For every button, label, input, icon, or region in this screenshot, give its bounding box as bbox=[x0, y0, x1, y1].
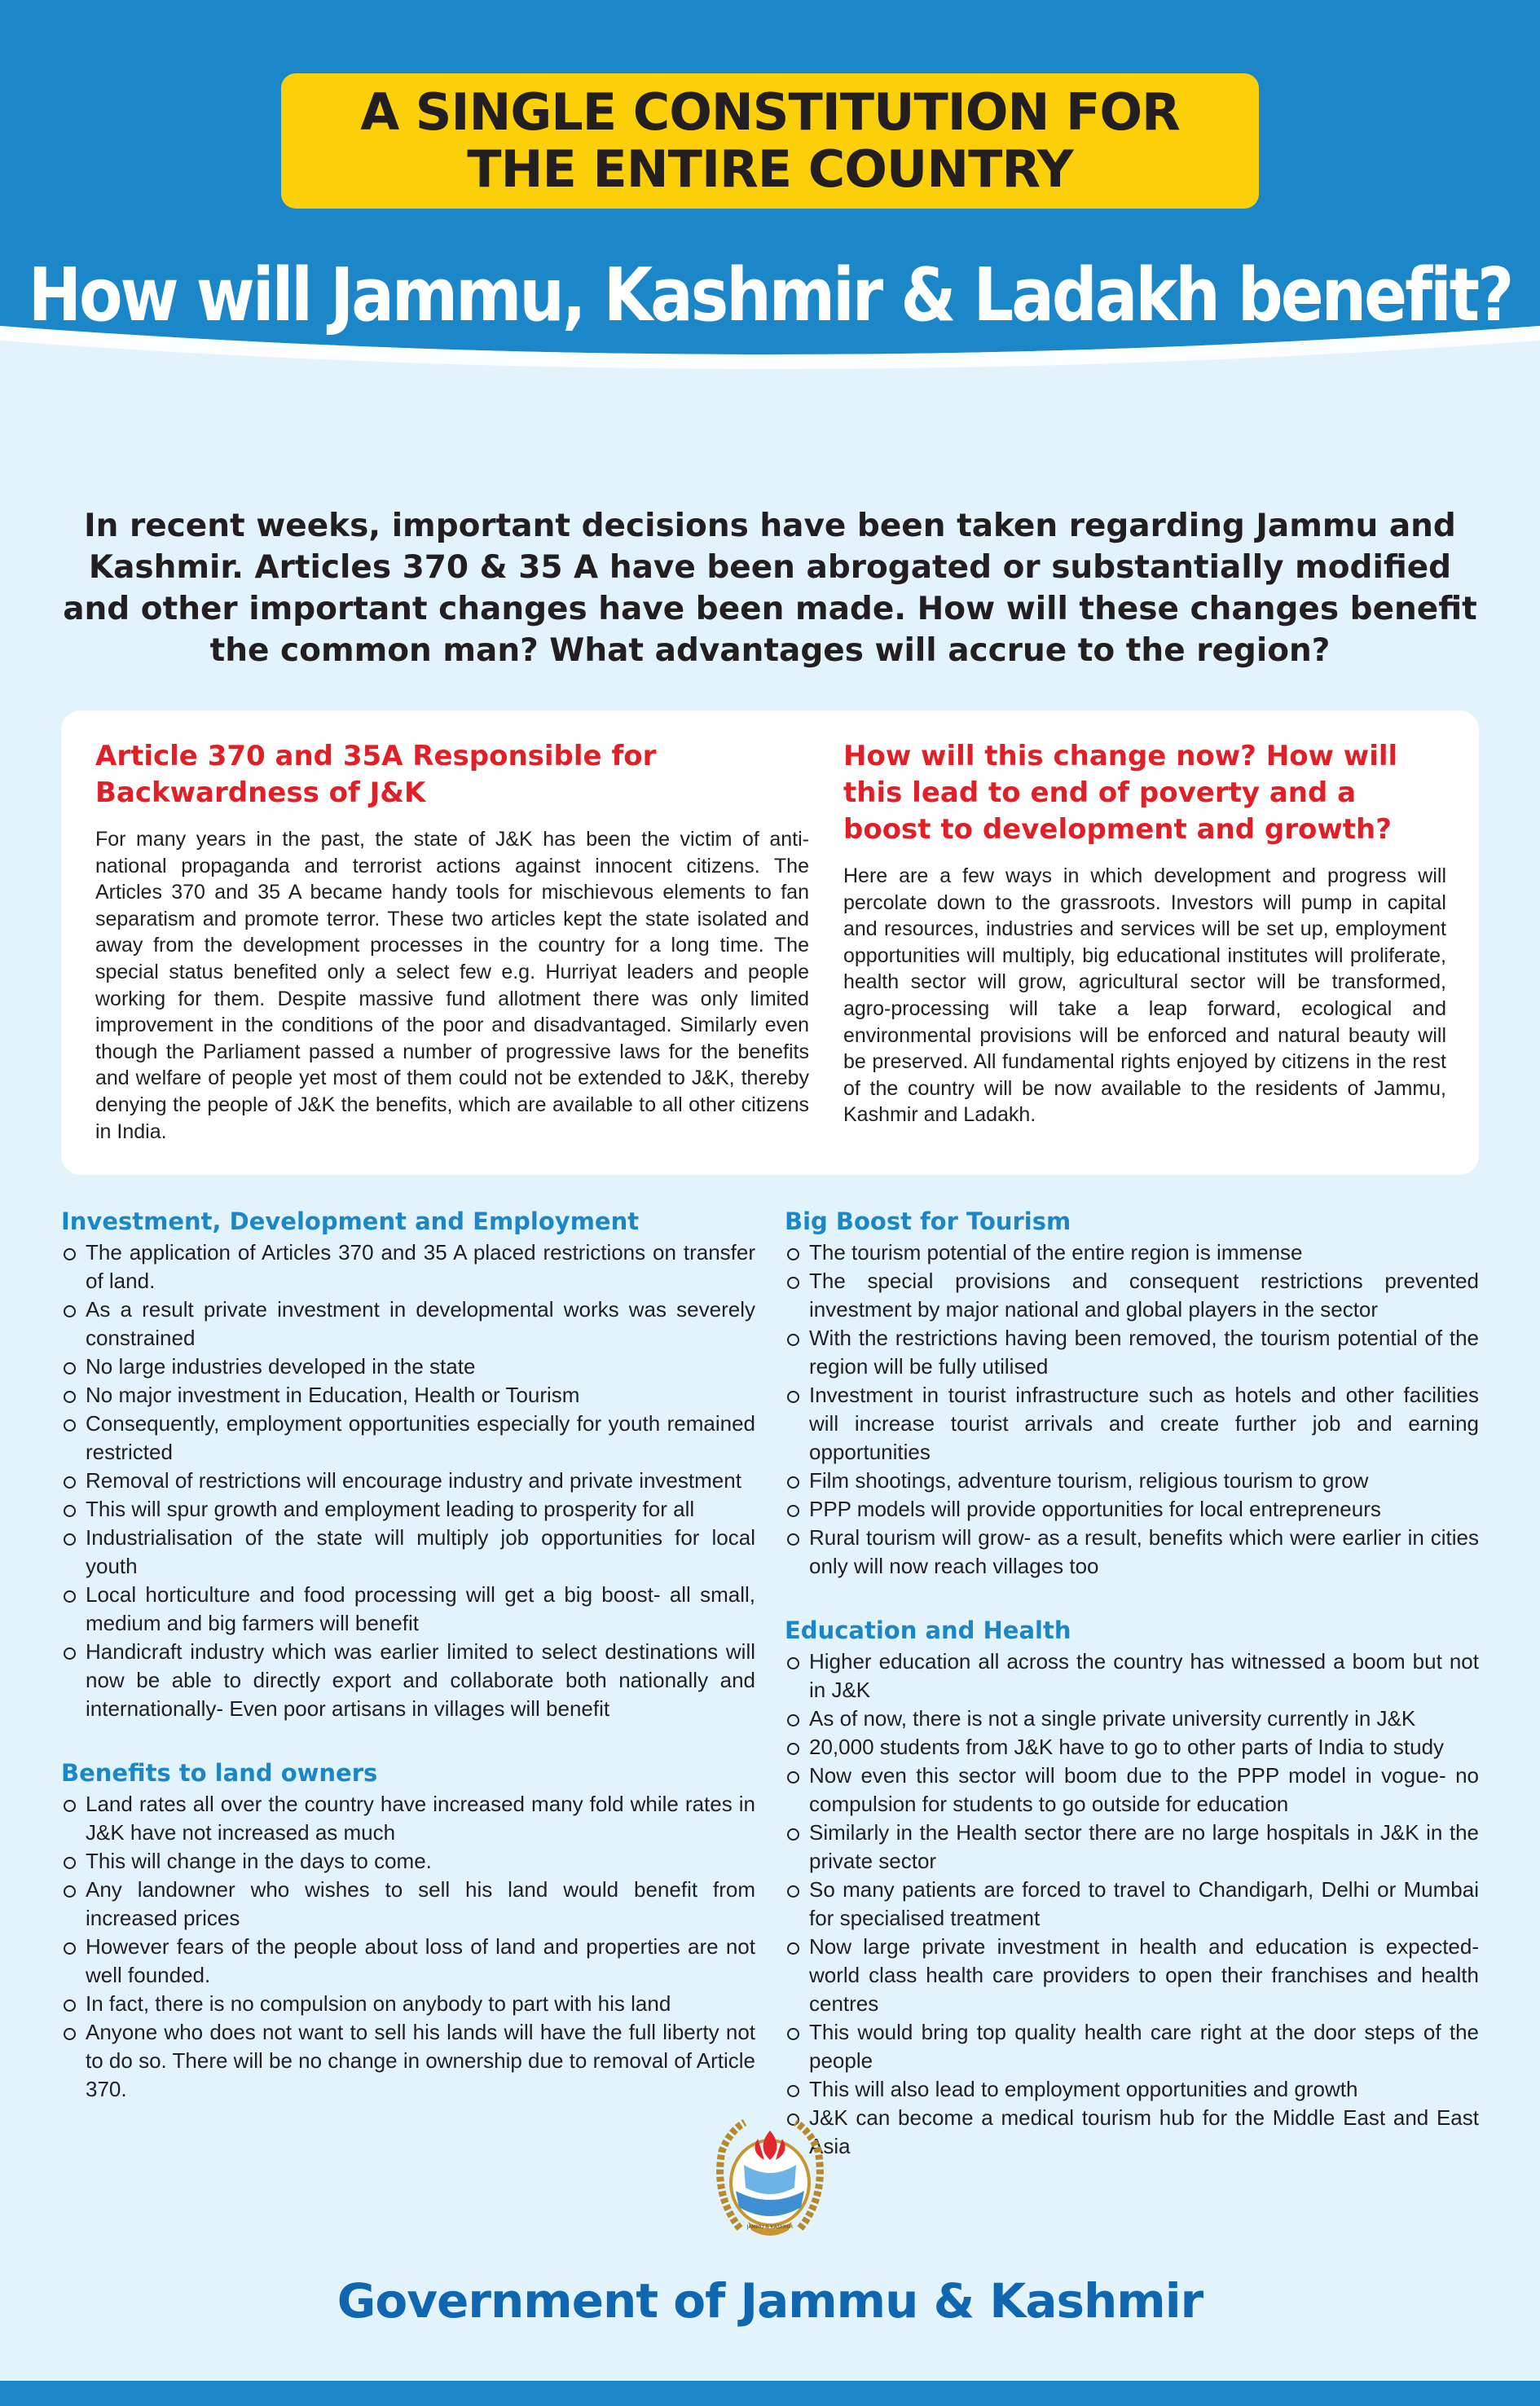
bullet-circle-icon bbox=[64, 1533, 76, 1546]
bullet-list bbox=[61, 1790, 755, 2104]
bullet-text: In fact, there is no compulsion on anybody to part with his land bbox=[86, 1991, 671, 2016]
bullet-text: Removal of restrictions will encourage industry and private investment bbox=[86, 1468, 741, 1493]
bullet-item bbox=[785, 1733, 1479, 1762]
bullet-item bbox=[785, 1495, 1479, 1524]
bullet-text: No major investment in Education, Health or Tourism bbox=[86, 1383, 580, 1407]
intro-paragraph: In recent weeks, important decisions have been taken regarding Jammu and Kashmir. Articles 370 & 35 A have been abrogated or substantially modified and other important changes have been made. How will these changes benefit the common man? What advantages will accrue to the region? bbox=[63, 508, 1477, 669]
bullet-circle-icon bbox=[787, 1714, 799, 1726]
bullet-item bbox=[785, 1467, 1479, 1495]
bullet-text: Rural tourism will grow- as a result, benefits which were earlier in cities only will now reach villages too bbox=[809, 1525, 1479, 1578]
bullet-item bbox=[61, 1847, 755, 1876]
box-right-column bbox=[843, 738, 1446, 1128]
bullet-circle-icon bbox=[64, 1647, 76, 1660]
section-land-owners bbox=[61, 1757, 755, 2104]
bullet-item bbox=[61, 1467, 755, 1495]
bullet-item bbox=[61, 1381, 755, 1410]
bullet-text: This will change in the days to come. bbox=[86, 1849, 432, 1873]
bullet-circle-icon bbox=[787, 1391, 799, 1403]
bullet-text: Investment in tourist infrastructure such as hotels and other facilities will increase tourist arrivals and create further job and earning opportunities bbox=[809, 1383, 1479, 1464]
bullet-circle-icon bbox=[64, 1391, 76, 1403]
bullet-text: However fears of the people about loss of land and properties are not well founded. bbox=[86, 1934, 755, 1987]
bullet-item bbox=[61, 1638, 755, 1723]
right-sections-column bbox=[785, 1206, 1479, 2161]
bullet-circle-icon bbox=[787, 1657, 799, 1669]
bullet-text: Film shootings, adventure tourism, religious tourism to grow bbox=[809, 1468, 1369, 1493]
bullet-item bbox=[785, 1762, 1479, 1819]
bullet-item bbox=[785, 2075, 1479, 2104]
bullet-text: Industrialisation of the state will multiply job opportunities for local youth bbox=[86, 1525, 755, 1578]
bullet-item bbox=[61, 1933, 755, 1990]
bullet-text: Anyone who does not want to sell his lands will have the full liberty not to do so. There will be no change in ownership due to removal of Article 370. bbox=[86, 2020, 755, 2101]
bullet-list bbox=[61, 1238, 755, 1723]
bullet-circle-icon bbox=[787, 1942, 799, 1955]
bullet-text: Higher education all across the country has witnessed a boom but not in J&K bbox=[809, 1649, 1479, 1702]
footer-title: Government of Jammu & Kashmir bbox=[337, 2273, 1203, 2329]
bullet-item bbox=[61, 1581, 755, 1638]
bullet-item bbox=[785, 1324, 1479, 1381]
bullet-item bbox=[785, 1933, 1479, 2018]
box-right-body: Here are a few ways in which development and progress will percolate down to the grassroots. Investors will pump in capital and resources, industries and services will be set up, employment opportunities will multiply, big educational institutes will proliferate, health sector will grow, agricultural sector will be transformed, agro-processing will take a leap forward, ecological and environmental provisions will be enforced and natural beauty will be preserved. All fundamental rights enjoyed by citizens in the rest of the country will be now available to the residents of Jammu, Kashmir and Ladakh. bbox=[843, 864, 1446, 1127]
box-right-heading: How will this change now? How will this lead to end of poverty and a boost to development and growth? bbox=[843, 740, 1398, 846]
bullet-circle-icon bbox=[64, 1305, 76, 1317]
bullet-item bbox=[61, 1353, 755, 1381]
bullet-text: Consequently, employment opportunities especially for youth remained restricted bbox=[86, 1411, 755, 1464]
bullet-item bbox=[785, 1238, 1479, 1267]
bullet-text: Now even this sector will boom due to the PPP model in vogue- no compulsion for students to go outside for education bbox=[809, 1763, 1479, 1816]
bullet-item bbox=[785, 1381, 1479, 1467]
bullet-text: PPP models will provide opportunities for local entrepreneurs bbox=[809, 1497, 1381, 1521]
bullet-text: Land rates all over the country have increased many fold while rates in J&K have not increased as much bbox=[86, 1792, 755, 1845]
section-education-health bbox=[785, 1615, 1479, 2161]
bullet-text: The application of Articles 370 and 35 A placed restrictions on transfer of land. bbox=[86, 1240, 755, 1293]
bullet-text: 20,000 students from J&K have to go to other parts of India to study bbox=[809, 1735, 1445, 1759]
section-investment bbox=[61, 1206, 755, 1723]
bullet-circle-icon bbox=[64, 1857, 76, 1869]
bullet-item bbox=[785, 1524, 1479, 1581]
bullet-list bbox=[785, 1238, 1479, 1581]
bullet-circle-icon bbox=[64, 1590, 76, 1603]
bullet-item bbox=[61, 1410, 755, 1467]
state-emblem-icon bbox=[707, 2106, 833, 2245]
bullet-item bbox=[785, 1704, 1479, 1733]
bullet-circle-icon bbox=[64, 2028, 76, 2040]
info-box bbox=[61, 710, 1479, 1175]
bullet-item bbox=[785, 1647, 1479, 1704]
section-heading: Education and Health bbox=[785, 1616, 1071, 1644]
bullet-item bbox=[61, 2018, 755, 2104]
bottom-strip bbox=[0, 2381, 1540, 2406]
bullet-text: This will also lead to employment opportunities and growth bbox=[809, 2077, 1358, 2101]
bullet-circle-icon bbox=[64, 1505, 76, 1517]
bullet-circle-icon bbox=[64, 1942, 76, 1955]
bullet-text: This would bring top quality health care right at the door steps of the people bbox=[809, 2020, 1479, 2073]
bullet-text: No large industries developed in the state bbox=[86, 1354, 476, 1379]
bullet-text: The tourism potential of the entire region is immense bbox=[809, 1240, 1303, 1265]
bullet-text: As a result private investment in developmental works was severely constrained bbox=[86, 1297, 755, 1350]
bullet-item bbox=[61, 1790, 755, 1847]
bullet-circle-icon bbox=[787, 1505, 799, 1517]
box-left-column bbox=[95, 738, 809, 1145]
bullet-item bbox=[61, 1238, 755, 1295]
bullet-item bbox=[785, 2018, 1479, 2075]
bullet-circle-icon bbox=[64, 1362, 76, 1375]
bullet-circle-icon bbox=[64, 1419, 76, 1432]
section-tourism bbox=[785, 1206, 1479, 1581]
bullet-text: So many patients are forced to travel to Chandigarh, Delhi or Mumbai for specialised treatment bbox=[809, 1877, 1479, 1930]
bullet-circle-icon bbox=[64, 1800, 76, 1812]
bullet-text: Local horticulture and food processing will get a big boost- all small, medium and big farmers will benefit bbox=[86, 1582, 755, 1635]
bullet-text: J&K can become a medical tourism hub for the Middle East and East Asia bbox=[809, 2105, 1479, 2158]
bullet-text: Handicraft industry which was earlier limited to select destinations will now be able to directly export and collaborate both nationally and internationally- Even poor artisans in villages will benefit bbox=[86, 1639, 755, 1721]
left-sections-column bbox=[61, 1206, 755, 2104]
bullet-circle-icon bbox=[787, 1277, 799, 1289]
bullet-text: As of now, there is not a single private university currently in J&K bbox=[809, 1706, 1416, 1731]
banner-line-2: THE ENTIRE COUNTRY bbox=[467, 139, 1073, 199]
bullet-circle-icon bbox=[787, 1248, 799, 1260]
bullet-circle-icon bbox=[787, 1334, 799, 1346]
bullet-circle-icon bbox=[64, 1476, 76, 1489]
bullet-circle-icon bbox=[787, 1828, 799, 1841]
bullet-circle-icon bbox=[787, 1476, 799, 1489]
bullet-circle-icon bbox=[64, 1248, 76, 1260]
bullet-text: Now large private investment in health and education is expected- world class health care providers to open their franchises and health centres bbox=[809, 1934, 1479, 2016]
bullet-item bbox=[785, 1876, 1479, 1933]
bullet-text: The special provisions and consequent restrictions prevented investment by major national and global players in the sector bbox=[809, 1269, 1479, 1322]
bullet-item bbox=[61, 1990, 755, 2018]
bullet-circle-icon bbox=[787, 1533, 799, 1546]
bullet-circle-icon bbox=[64, 1885, 76, 1898]
bullet-text: With the restrictions having been removed, the tourism potential of the region will be fully utilised bbox=[809, 1326, 1479, 1379]
headline: How will Jammu, Kashmir & Ladakh benefit? bbox=[28, 253, 1512, 338]
bullet-item bbox=[61, 1295, 755, 1353]
section-heading: Big Boost for Tourism bbox=[785, 1207, 1071, 1235]
bullet-circle-icon bbox=[787, 1771, 799, 1784]
bullet-item bbox=[785, 2104, 1479, 2161]
bullet-circle-icon bbox=[787, 1743, 799, 1755]
bullet-text: Any landowner who wishes to sell his land would benefit from increased prices bbox=[86, 1877, 755, 1930]
bullet-item bbox=[61, 1495, 755, 1524]
bullet-item bbox=[61, 1524, 755, 1581]
bullet-item bbox=[61, 1876, 755, 1933]
bullet-item bbox=[785, 1267, 1479, 1324]
section-heading: Benefits to land owners bbox=[61, 1759, 378, 1787]
emblem-text: JAMMU & KASHMIR bbox=[746, 2224, 794, 2230]
bullet-text: Similarly in the Health sector there are no large hospitals in J&K in the private sector bbox=[809, 1820, 1479, 1873]
title-banner bbox=[281, 73, 1259, 209]
section-heading: Investment, Development and Employment bbox=[61, 1207, 640, 1235]
bullet-list bbox=[785, 1647, 1479, 2161]
bullet-item bbox=[785, 1819, 1479, 1876]
box-left-heading: Article 370 and 35A Responsible for Backwardness of J&K bbox=[95, 740, 657, 809]
box-left-body: For many years in the past, the state of J&K has been the victim of anti-national propaganda and terrorist actions against innocent citizens. The Articles 370 and 35 A became handy tools for mischievous elements to fan separatism and promote terror. These two articles kept the state isolated and away from the development processes in the country for a long time. The special status benefited only a select few e.g. Hurriyat leaders and people working for them. Despite massive fund allotment there was only limited improvement in the conditions of the poor and disadvantaged. Similarly even though the Parliament passed a number of progressive laws for the benefits and welfare of people yet most of them could not be extended to J&K, thereby denying the people of J&K the benefits, which are available to all other citizens in India. bbox=[95, 828, 809, 1143]
bullet-circle-icon bbox=[787, 2085, 799, 2097]
bullet-circle-icon bbox=[787, 2028, 799, 2040]
bullet-circle-icon bbox=[64, 1999, 76, 2012]
bullet-circle-icon bbox=[787, 1885, 799, 1898]
bullet-text: This will spur growth and employment leading to prosperity for all bbox=[86, 1497, 695, 1521]
banner-line-1: A SINGLE CONSTITUTION FOR bbox=[360, 82, 1180, 142]
